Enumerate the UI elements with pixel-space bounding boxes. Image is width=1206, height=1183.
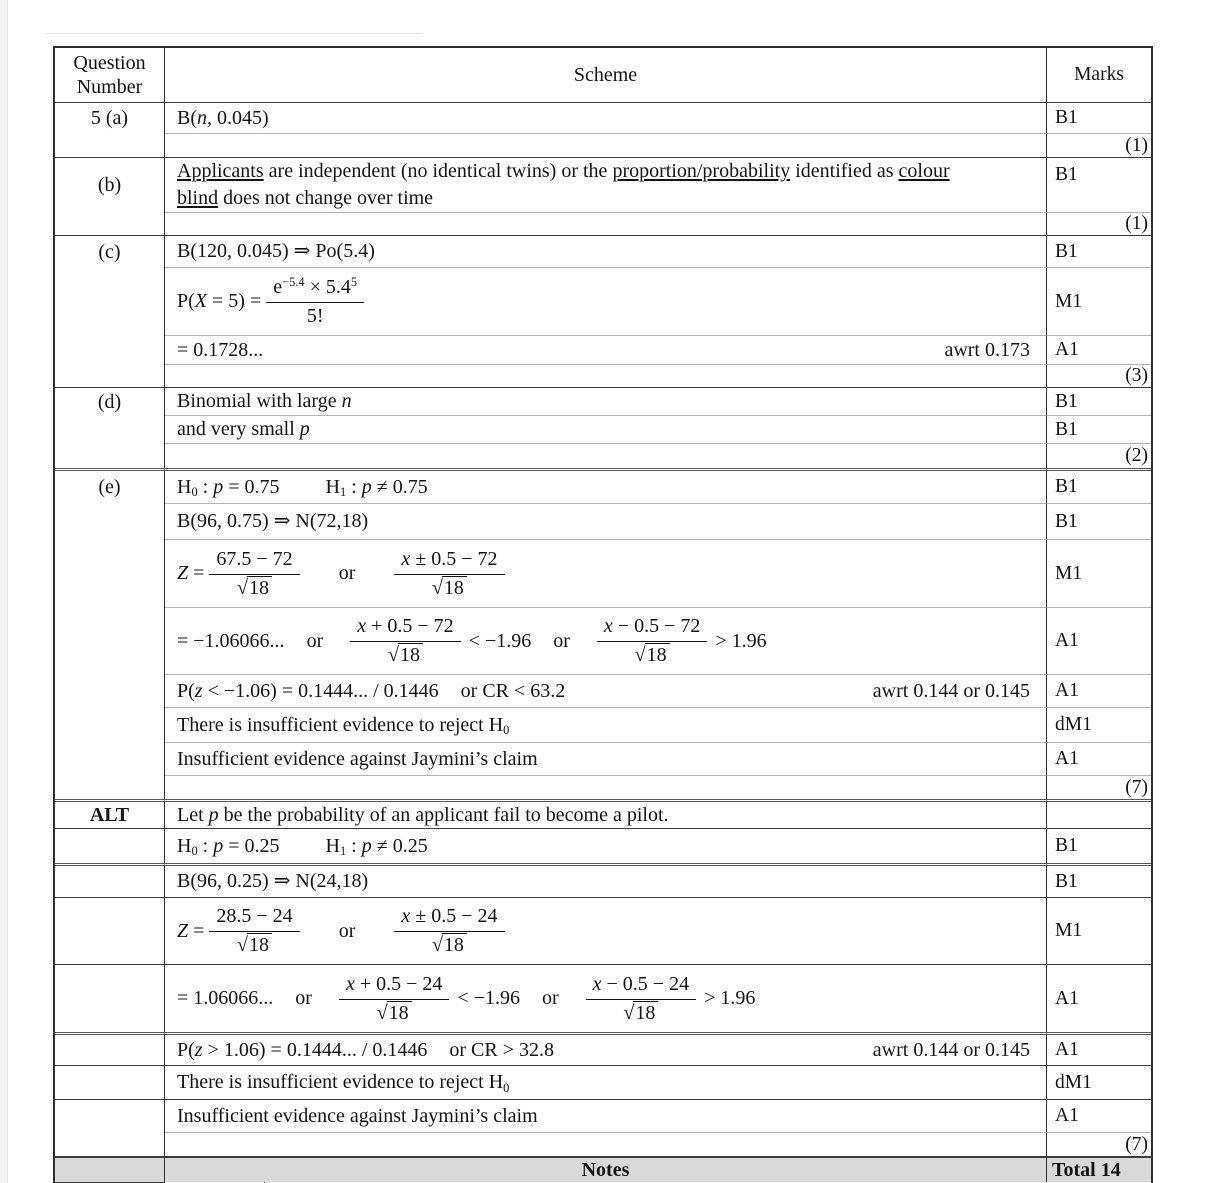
scheme-cell [165, 1065, 1046, 1099]
scheme-text: There is insufficient evidence to reject $H_0$ [177, 713, 510, 738]
hypothesis-h0: $H_0$ : p = 0.25 [177, 834, 280, 859]
scheme-text: B(n, 0.045) [177, 106, 269, 129]
scheme-cell [165, 335, 1046, 364]
fraction-denominator: 5! [306, 304, 324, 327]
total-marks-cell [1046, 1156, 1151, 1182]
fraction [209, 547, 299, 601]
page-edge-strip [0, 0, 8, 1183]
tally-label: (7) [1125, 1133, 1148, 1155]
mark-label: A1 [1055, 339, 1079, 360]
table-row-e2 [55, 503, 1151, 539]
question-number-cell: (c) [55, 235, 165, 267]
fraction [350, 614, 460, 668]
scheme-cell [165, 468, 1046, 503]
table-row-e3 [55, 539, 1151, 607]
marks-cell [1046, 267, 1151, 335]
table-row-alt3 [55, 863, 1151, 897]
scheme-cell [165, 503, 1046, 539]
question-number-cell: (e) [55, 468, 165, 503]
header-scheme: Scheme [573, 63, 638, 86]
marks-cell [1046, 468, 1151, 503]
formula-text: P(z > 1.06) = 0.1444... / 0.1446 [177, 1038, 428, 1061]
mark-label: dM1 [1055, 1071, 1092, 1093]
question-number-cell [55, 212, 165, 235]
notes-label: Notes [581, 1158, 630, 1181]
notes-row [55, 1156, 1151, 1182]
scheme-cell [165, 364, 1046, 387]
table-row-c1 [55, 235, 1151, 267]
scheme-text: B(96, 0.75) ⇒ N(72,18) [177, 510, 369, 532]
or-word: or [541, 987, 559, 1009]
fraction-denominator: √18 [394, 932, 504, 958]
fraction-denominator: √18 [209, 575, 299, 601]
comparison-text: < −1.96 [468, 629, 532, 652]
tally-label: (7) [1125, 776, 1148, 798]
table-row-d1 [55, 387, 1151, 415]
question-number-cell [55, 335, 165, 364]
table-row-alt1 [55, 799, 1151, 828]
marks-cell [1046, 387, 1151, 415]
marks-cell [1046, 443, 1151, 468]
mark-label: B1 [1055, 835, 1078, 856]
fraction [394, 904, 504, 958]
marks-cell [1046, 799, 1151, 828]
or-word: or [553, 629, 570, 652]
question-number-cell [55, 607, 165, 674]
mark-label: A1 [1055, 748, 1079, 769]
comparison-text: > 1.96 [704, 987, 756, 1009]
scheme-text: Applicants are independent (no identical twins) or the proportion/probability identified as colour blind does not change over time [177, 160, 950, 209]
table-row-e1 [55, 468, 1151, 503]
fraction-denominator: √18 [209, 932, 299, 958]
hypothesis-h1: $H_1$ : p ≠ 0.75 [325, 475, 428, 500]
fraction-numerator: x ± 0.5 − 24 [394, 904, 504, 932]
question-number-cell [55, 674, 165, 707]
fraction [209, 904, 299, 958]
table-row-d2 [55, 415, 1151, 443]
question-number-cell [55, 775, 165, 799]
awrt-note: awrt 0.144 or 0.145 [872, 679, 1030, 702]
formula-text: = 1.06066... [177, 987, 274, 1009]
marks-cell [1046, 157, 1151, 212]
mark-label: A1 [1055, 987, 1079, 1009]
question-number-cell [55, 415, 165, 443]
tally-label: (1) [1125, 134, 1148, 156]
scheme-cell [165, 539, 1046, 607]
table-row-alt5 [55, 964, 1151, 1032]
table-row-alt2 [55, 828, 1151, 863]
question-number-cell: ALT [55, 799, 165, 828]
scheme-text: Let p be the probability of an applicant fail to become a pilot. [177, 803, 669, 826]
mark-label: B1 [1055, 418, 1078, 440]
scheme-cell [165, 212, 1046, 235]
fraction-numerator: 28.5 − 24 [209, 904, 299, 932]
formula-lead: P(X = 5) = [177, 290, 262, 312]
scheme-cell [165, 415, 1046, 443]
marks-cell [1046, 503, 1151, 539]
question-number-cell [55, 742, 165, 775]
table-row-5a [55, 102, 1151, 133]
marks-cell [1046, 133, 1151, 157]
fraction-denominator: √18 [394, 575, 504, 601]
mark-label: B1 [1055, 476, 1078, 497]
scheme-cell [165, 1099, 1046, 1132]
table-row-e-tally [55, 775, 1151, 799]
fraction [597, 614, 707, 668]
table-row-c3 [55, 335, 1151, 364]
scheme-cell [165, 133, 1046, 157]
mark-label: A1 [1055, 680, 1079, 701]
marks-cell [1046, 964, 1151, 1032]
mark-label: B1 [1055, 164, 1078, 185]
question-number-cell [55, 707, 165, 742]
notes-label-cell [165, 1156, 1046, 1182]
fraction-denominator: √18 [586, 1000, 696, 1026]
question-number-cell [55, 1132, 165, 1156]
formula-lead: Z = [177, 919, 205, 942]
marks-cell [1046, 415, 1151, 443]
cr-text: or CR > 32.8 [449, 1038, 554, 1061]
table-row-alt-tally [55, 1132, 1151, 1156]
scheme-cell [165, 799, 1046, 828]
scheme-cell [165, 897, 1046, 964]
scheme-cell [165, 828, 1046, 863]
mark-label: B1 [1055, 390, 1078, 412]
question-number-cell [55, 897, 165, 964]
scheme-text: B(120, 0.045) ⇒ Po(5.4) [177, 240, 375, 262]
question-number-cell [55, 503, 165, 539]
tally-label: (3) [1125, 365, 1148, 386]
fraction-numerator: 67.5 − 72 [209, 547, 299, 575]
scheme-cell [165, 775, 1046, 799]
table-row-e5 [55, 674, 1151, 707]
marks-cell [1046, 897, 1151, 964]
hypothesis-h1: $H_1$ : p ≠ 0.25 [325, 834, 428, 859]
marks-cell [1046, 828, 1151, 863]
table-row-5a-tally [55, 133, 1151, 157]
scheme-cell [165, 964, 1046, 1032]
question-number-cell [55, 1099, 165, 1132]
total-marks-label: Total 14 [1052, 1158, 1121, 1181]
table-header-row [55, 48, 1151, 102]
fraction-numerator: x ± 0.5 − 72 [394, 547, 504, 575]
scheme-text: Insufficient evidence against Jaymini’s claim [177, 747, 538, 770]
marks-cell [1046, 607, 1151, 674]
question-number-cell [55, 364, 165, 387]
mark-label: M1 [1055, 562, 1083, 584]
question-number-cell [55, 1156, 165, 1182]
table-row-e6 [55, 707, 1151, 742]
tally-label: (2) [1125, 445, 1148, 466]
scheme-cell [165, 674, 1046, 707]
question-number-cell [55, 539, 165, 607]
question-number-cell [55, 443, 165, 468]
marks-cell [1046, 863, 1151, 897]
or-word: or [338, 919, 356, 942]
marks-cell [1046, 335, 1151, 364]
marks-cell [1046, 775, 1151, 799]
question-number-cell [55, 964, 165, 1032]
mark-label: B1 [1055, 870, 1078, 892]
question-number-cell [55, 267, 165, 335]
table-row-alt8 [55, 1099, 1151, 1132]
scheme-cell [165, 102, 1046, 133]
comparison-text: < −1.96 [457, 987, 520, 1009]
marks-cell [1046, 707, 1151, 742]
scheme-cell [165, 235, 1046, 267]
or-word: or [306, 629, 324, 652]
or-word: or [338, 562, 356, 584]
fraction-numerator: x + 0.5 − 72 [350, 614, 460, 642]
mark-scheme-table [53, 46, 1153, 1183]
scheme-cell [165, 1132, 1046, 1156]
marks-cell [1046, 1065, 1151, 1099]
or-word: or [295, 987, 312, 1009]
scheme-text: There is insufficient evidence to reject $H_0$ [177, 1071, 510, 1095]
fraction-denominator: √18 [350, 642, 460, 668]
scheme-text: Binomial with large n [177, 390, 352, 412]
table-row-alt4 [55, 897, 1151, 964]
scheme-text: Insufficient evidence against Jaymini’s claim [177, 1104, 538, 1127]
table-row-e4 [55, 607, 1151, 674]
marks-cell [1046, 539, 1151, 607]
table-row-c-tally [55, 364, 1151, 387]
marks-cell [1046, 742, 1151, 775]
header-marks: Marks [1046, 48, 1151, 102]
table-row-alt7 [55, 1065, 1151, 1099]
formula-text: P(z < −1.06) = 0.1444... / 0.1446 [177, 679, 439, 702]
fraction-denominator: √18 [597, 642, 707, 668]
fraction-numerator: x − 0.5 − 72 [597, 614, 707, 642]
fraction [266, 275, 364, 329]
table-row-c2 [55, 267, 1151, 335]
table-row-b [55, 157, 1151, 212]
hypothesis-h0: $H_0$ : p = 0.75 [177, 475, 280, 500]
formula-lead: Z = [177, 562, 205, 584]
question-number-cell: (b) [55, 157, 165, 212]
scheme-cell [165, 863, 1046, 897]
mark-label: B1 [1055, 240, 1078, 262]
mark-label: A1 [1055, 1105, 1079, 1126]
scheme-cell [165, 607, 1046, 674]
question-number-cell [55, 828, 165, 863]
scheme-cell [165, 157, 1046, 212]
fraction-numerator: $e^{-5.4} \times 5.4^5$ [266, 275, 364, 303]
scheme-cell [165, 267, 1046, 335]
scheme-cell [165, 443, 1046, 468]
question-number-cell [55, 863, 165, 897]
fraction-numerator: x + 0.5 − 24 [339, 972, 449, 1000]
question-number-cell: 5 (a) [55, 102, 165, 133]
marks-cell [1046, 1132, 1151, 1156]
scheme-cell [165, 1032, 1046, 1065]
marks-cell [1046, 235, 1151, 267]
question-number-cell: (d) [55, 387, 165, 415]
marks-cell [1046, 1099, 1151, 1132]
mark-label: M1 [1055, 920, 1083, 941]
scheme-cell [165, 387, 1046, 415]
tally-label: (1) [1125, 213, 1148, 234]
marks-cell [1046, 102, 1151, 133]
question-number-cell [55, 133, 165, 157]
formula-text: = −1.06066... [177, 629, 285, 652]
mark-label: A1 [1055, 630, 1079, 651]
scheme-cell [165, 707, 1046, 742]
table-row-d-tally [55, 443, 1151, 468]
cr-text: or CR < 63.2 [460, 679, 566, 702]
fraction [394, 547, 504, 601]
comparison-text: > 1.96 [715, 629, 767, 652]
fraction-denominator: √18 [339, 1000, 449, 1026]
header-question-number: Question Number [55, 48, 165, 102]
page-artifact-line [45, 33, 423, 34]
marks-cell [1046, 674, 1151, 707]
mark-label: dM1 [1055, 714, 1092, 735]
marks-cell [1046, 364, 1151, 387]
fraction [586, 972, 696, 1026]
mark-label: B1 [1055, 510, 1078, 532]
question-number-cell [55, 1032, 165, 1065]
table-row-e7 [55, 742, 1151, 775]
fraction [339, 972, 449, 1026]
scheme-text: = 0.1728... [177, 338, 264, 361]
table-row-alt6 [55, 1032, 1151, 1065]
awrt-note: awrt 0.144 or 0.145 [872, 1038, 1030, 1061]
scheme-text: B(96, 0.25) ⇒ N(24,18) [177, 870, 369, 892]
table-row-b-tally [55, 212, 1151, 235]
scheme-cell [165, 742, 1046, 775]
marks-cell [1046, 212, 1151, 235]
fraction-numerator: x − 0.5 − 24 [586, 972, 696, 1000]
mark-label: M1 [1055, 290, 1083, 312]
scheme-text: and very small p [177, 418, 310, 440]
question-number-cell [55, 1065, 165, 1099]
awrt-note: awrt 0.173 [944, 338, 1030, 361]
marks-cell [1046, 1032, 1151, 1065]
mark-label: A1 [1055, 1039, 1079, 1060]
mark-label: B1 [1055, 107, 1078, 128]
